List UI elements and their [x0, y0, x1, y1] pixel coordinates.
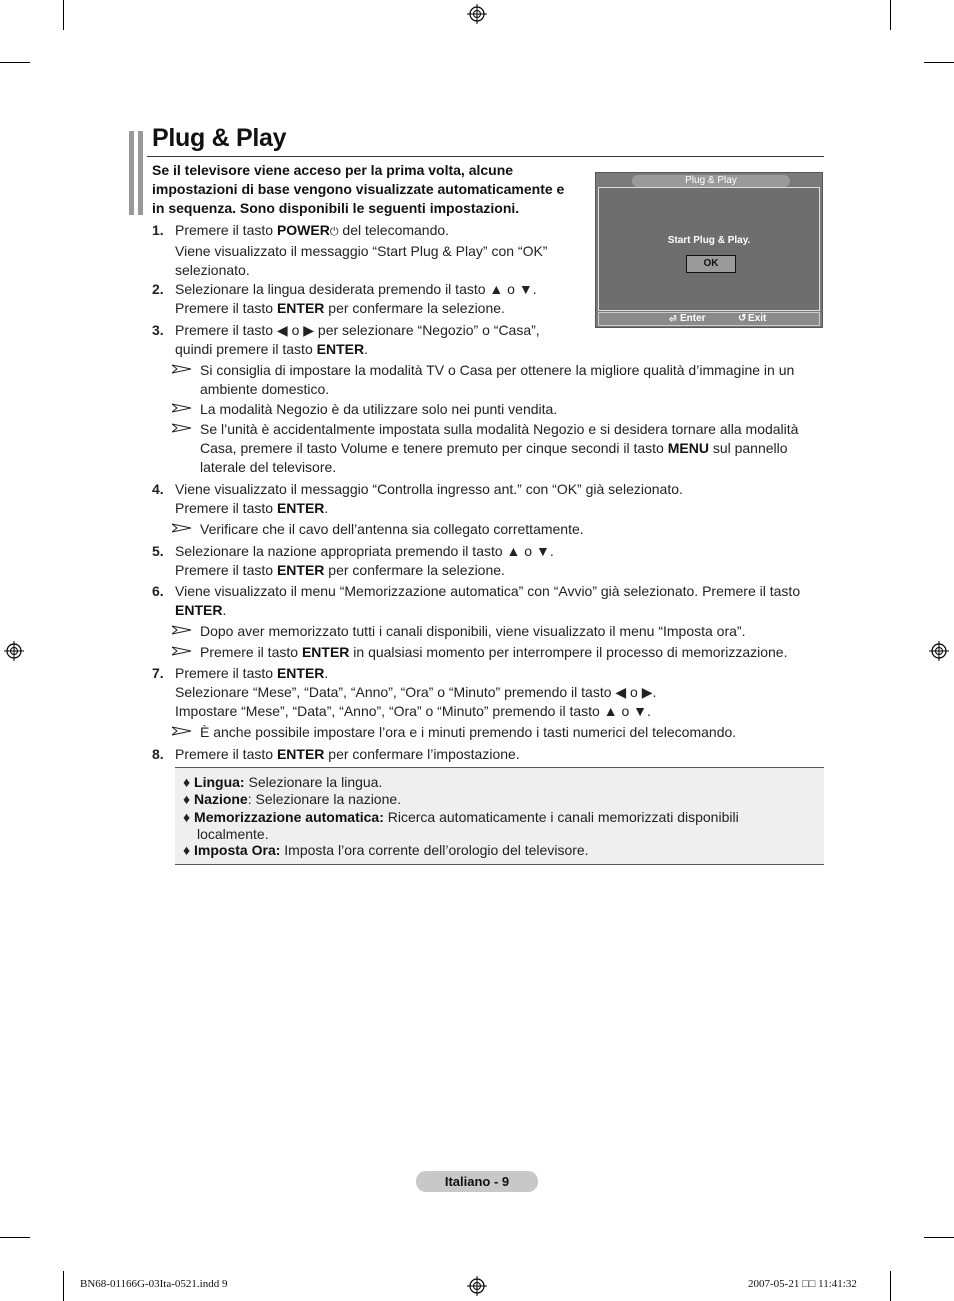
tv-message: Start Plug & Play.	[667, 235, 751, 246]
crop-mark	[924, 1237, 954, 1238]
registration-mark-icon	[467, 1276, 487, 1296]
step-number: 6.	[152, 583, 164, 599]
crop-mark	[0, 1237, 30, 1238]
note-arrow-icon	[172, 523, 192, 533]
intro-paragraph: Se il televisore viene acceso per la prima volta, alcune impostazioni di base vengono visualizzate automaticamente e in sequenza. Sono disponibili le seguenti impostazioni.	[152, 162, 565, 216]
step-number: 2.	[152, 281, 164, 297]
step-number: 5.	[152, 543, 164, 559]
power-icon: ⏻	[329, 226, 339, 238]
step-number: 3.	[152, 322, 164, 338]
step-number: 1.	[152, 222, 164, 238]
note: Si consiglia di impostare la modalità TV o Casa per ottenere la migliore qualità d’immagine in un ambiente domestico.	[200, 362, 795, 398]
title-accent-bar	[129, 131, 134, 215]
step-2: Selezionare la lingua desiderata premendo il tasto ▲ o ▼. Premere il tasto ENTER per confermare la selezione.	[175, 281, 537, 317]
step-number: 8.	[152, 746, 164, 762]
page-number: Italiano - 9	[416, 1171, 538, 1192]
summary-item: ♦ Nazione: Selezionare la nazione.	[183, 791, 402, 807]
note: Se l’unità è accidentalmente impostata sulla modalità Negozio e si desidera tornare alla modalità Casa, premere il tasto Volume e tenere premuto per cinque secondi il tasto MENU sul pannello laterale del televisore.	[200, 421, 799, 476]
return-icon: ↺	[738, 313, 747, 324]
note-arrow-icon	[172, 625, 192, 635]
tv-enter-label: Enter	[680, 313, 706, 324]
step-3: Premere il tasto ◀ o ▶ per selezionare “Negozio” o “Casa”, quindi premere il tasto ENTER.	[175, 322, 540, 358]
summary-item: ♦ Lingua: Selezionare la lingua.	[183, 774, 383, 790]
crop-mark	[890, 0, 891, 30]
note-arrow-icon	[172, 364, 192, 374]
diamond-bullet-icon: ♦	[183, 809, 191, 825]
note: La modalità Negozio è da utilizzare solo nei punti vendita.	[200, 401, 558, 417]
summary-item: ♦ Imposta Ora: Imposta l’ora corrente dell’orologio del televisore.	[183, 842, 589, 858]
summary-box	[175, 767, 824, 865]
tv-screen-content	[598, 187, 820, 311]
registration-mark-icon	[467, 4, 487, 24]
title-rule	[147, 156, 824, 157]
note-arrow-icon	[172, 646, 192, 656]
registration-mark-icon	[929, 641, 949, 661]
note-arrow-icon	[172, 403, 192, 413]
diamond-bullet-icon: ♦	[183, 842, 191, 858]
step-1: Premere il tasto POWER⏻ del telecomando. Viene visualizzato il messaggio “Start Plug & Play” con “OK” selezionato.	[175, 222, 548, 279]
title-accent-bar	[138, 131, 143, 215]
step-5: Selezionare la nazione appropriata premendo il tasto ▲ o ▼. Premere il tasto ENTER per confermare la selezione.	[175, 543, 554, 579]
summary-item: ♦ Memorizzazione automatica: Ricerca automaticamente i canali memorizzati disponibili localmente.	[183, 809, 739, 842]
crop-mark	[63, 0, 64, 30]
print-slug-file: BN68-01166G-03Ita-0521.indd 9	[80, 1278, 228, 1290]
tv-menu-tab: Plug & Play	[632, 175, 790, 187]
step-7: Premere il tasto ENTER. Selezionare “Mese”, “Data”, “Anno”, “Ora” o “Minuto” premendo il tasto ◀ o ▶. Impostare “Mese”, “Data”, “Anno”, “Ora” o “Minuto” premendo il tasto ▲ o ▼.	[175, 665, 657, 720]
note: Verificare che il cavo dell’antenna sia collegato correttamente.	[200, 521, 584, 537]
note-arrow-icon	[172, 423, 192, 433]
tv-footer	[598, 312, 820, 326]
registration-mark-icon	[4, 641, 24, 661]
diamond-bullet-icon: ♦	[183, 791, 191, 807]
page-title: Plug & Play	[152, 124, 287, 152]
diamond-bullet-icon: ♦	[183, 774, 191, 790]
print-slug-date: 2007-05-21 □□ 11:41:32	[748, 1278, 857, 1290]
crop-mark	[63, 1271, 64, 1301]
crop-mark	[0, 62, 30, 63]
note: Dopo aver memorizzato tutti i canali disponibili, viene visualizzato il menu “Imposta ora”.	[200, 623, 746, 639]
step-number: 4.	[152, 481, 164, 497]
step-6: Viene visualizzato il menu “Memorizzazione automatica” con “Avvio” già selezionato. Premere il tasto ENTER.	[175, 583, 801, 619]
tv-exit-label: Exit	[748, 313, 767, 324]
note: È anche possibile impostare l’ora e i minuti premendo i tasti numerici del telecomando.	[200, 724, 737, 740]
crop-mark	[890, 1271, 891, 1301]
note-arrow-icon	[172, 726, 192, 736]
note: Premere il tasto ENTER in qualsiasi momento per interrompere il processo di memorizzazione.	[200, 644, 788, 660]
crop-mark	[924, 62, 954, 63]
step-number: 7.	[152, 665, 164, 681]
step-4: Viene visualizzato il messaggio “Controlla ingresso ant.” con “OK” già selezionato. Premere il tasto ENTER.	[175, 481, 683, 517]
step-8: Premere il tasto ENTER per confermare l’impostazione.	[175, 746, 520, 762]
enter-icon: ⏎	[669, 314, 677, 324]
tv-ok-button: OK	[686, 255, 736, 273]
